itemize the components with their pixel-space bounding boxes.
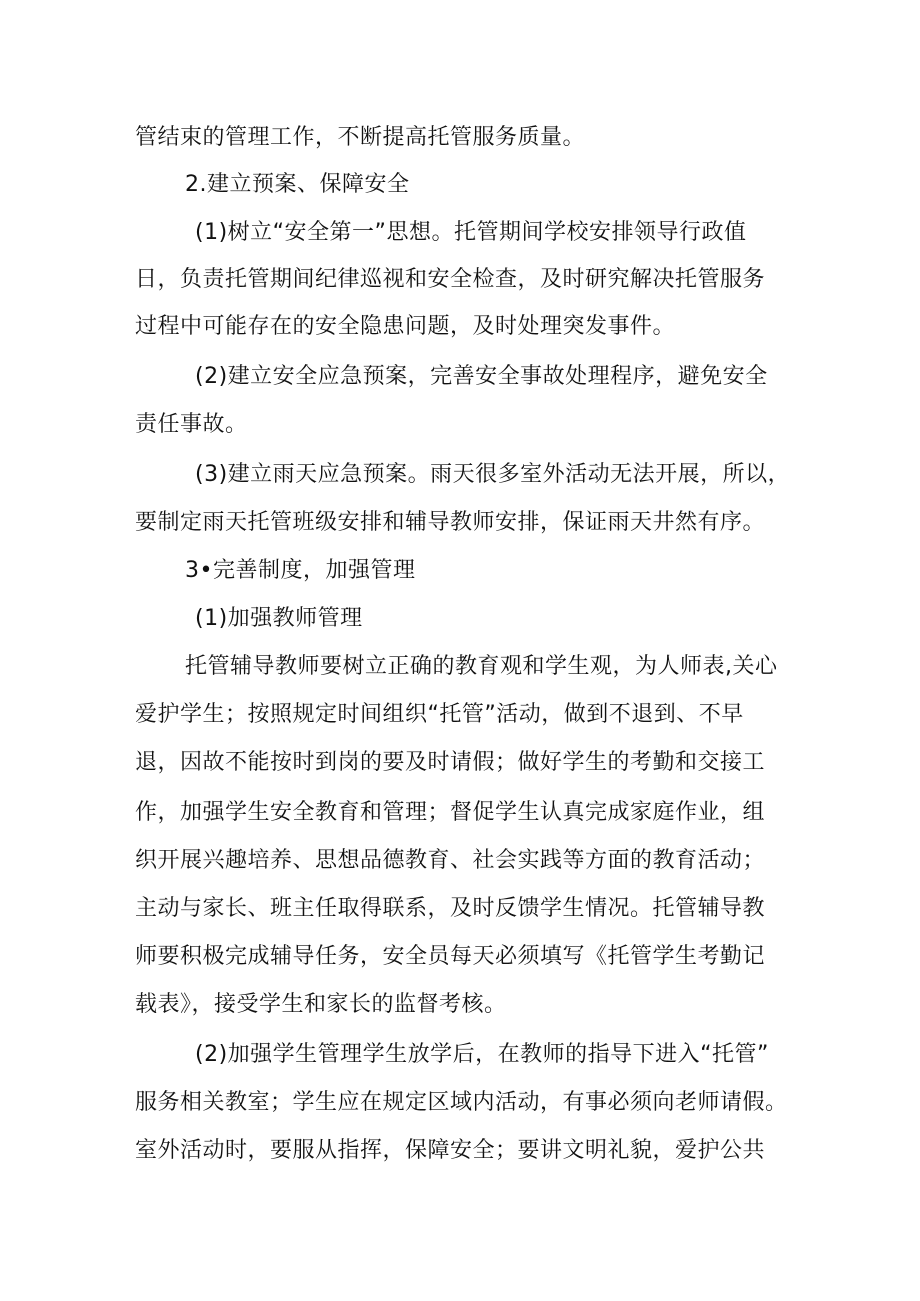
text-line: 作，加强学生安全教育和管理；督促学生认真完成家庭作业，组: [135, 800, 766, 825]
text-line: (3)建立雨天应急预案。雨天很多室外活动无法开展，所以，: [195, 462, 791, 487]
text-line: 管结束的管理工作，不断提高托管服务质量。: [135, 125, 586, 150]
text-line: 托管辅导教师要树立正确的教育观和学生观，为人师表,关心: [185, 654, 778, 679]
section-heading: 3•完善制度，加强管理: [185, 558, 416, 583]
text-line: (2)建立安全应急预案，完善安全事故处理程序，避免安全: [195, 364, 768, 389]
text-line: 退，因故不能按时到岗的要及时请假；做好学生的考勤和交接工: [135, 750, 766, 775]
text-line: 主动与家长、班主任取得联系，及时反馈学生情况。托管辅导教: [135, 896, 766, 921]
text-line: 过程中可能存在的安全隐患问题，及时处理突发事件。: [135, 314, 676, 339]
text-line: (2)加强学生管理学生放学后，在教师的指导下进入“托管”: [195, 1042, 769, 1067]
text-line: 要制定雨天托管班级安排和辅导教师安排，保证雨天井然有序。: [135, 510, 766, 535]
text-line: 织开展兴趣培养、思想品德教育、社会实践等方面的教育活动；: [135, 848, 766, 873]
text-line: 日，负责托管期间纪律巡视和安全检查，及时研究解决托管服务: [135, 267, 766, 292]
text-line: 服务相关教室；学生应在规定区域内活动，有事必须向老师请假。: [135, 1090, 788, 1115]
text-line: 室外活动时，要服从指挥，保障安全；要讲文明礼貌，爱护公共: [135, 1138, 766, 1163]
section-heading: 2.建立预案、保障安全: [185, 172, 410, 197]
text-line: 责任事故。: [135, 412, 248, 437]
text-line: 师要积极完成辅导任务，安全员每天必须填写《托管学生考勤记: [135, 944, 766, 969]
text-line: 载表》，接受学生和家长的监督考核。: [135, 992, 507, 1017]
text-line: 爱护学生；按照规定时间组织“托管”活动，做到不退到、不早: [135, 702, 744, 727]
text-line: (1)树立“安全第一”思想。托管期间学校安排领导行政值: [195, 220, 747, 245]
text-line: (1)加强教师管理: [195, 606, 363, 631]
